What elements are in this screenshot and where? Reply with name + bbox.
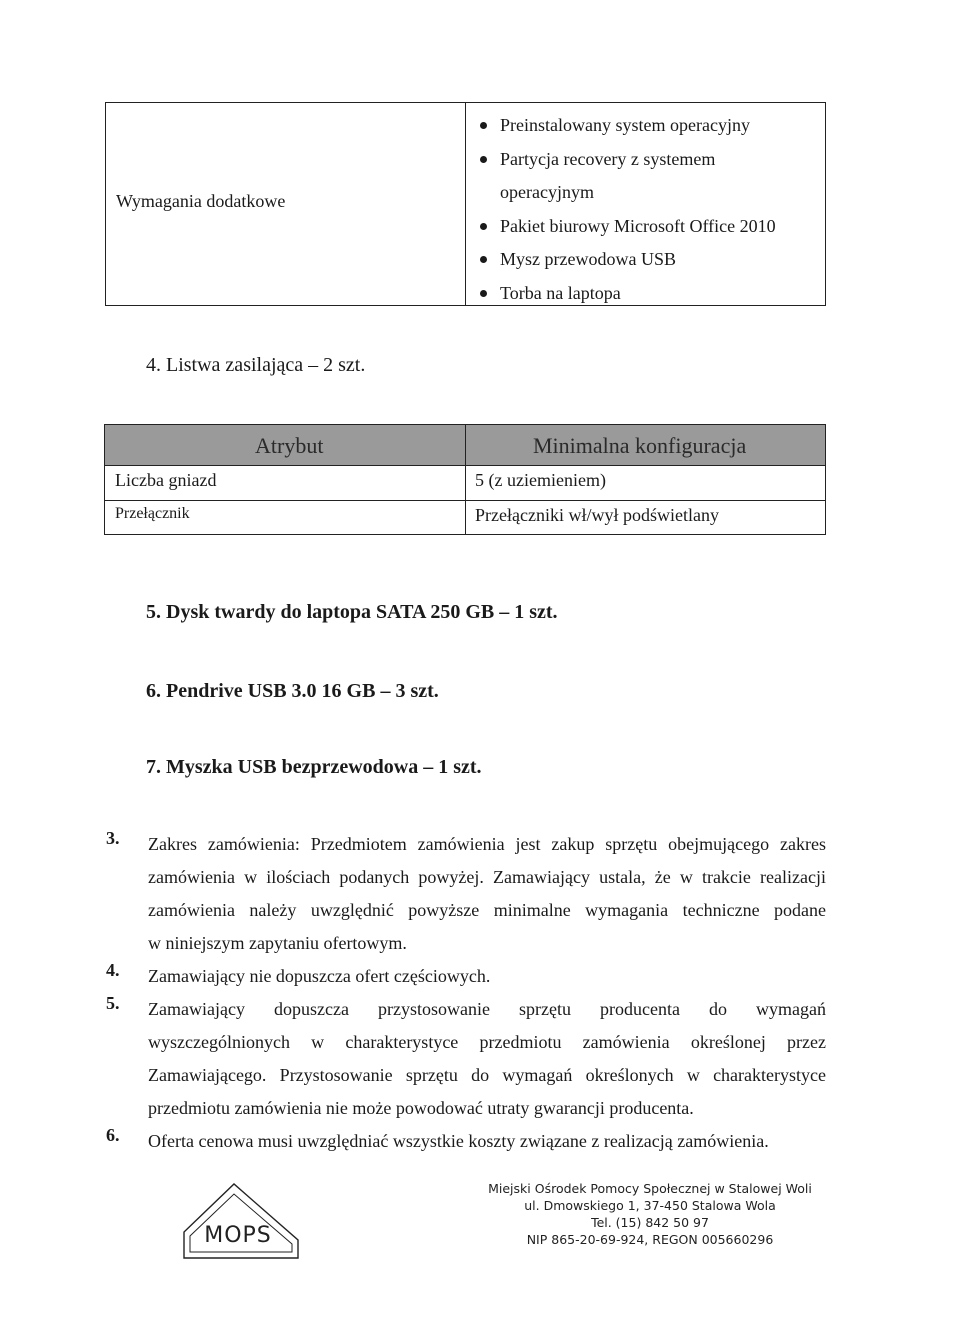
requirements-table: [105, 102, 826, 306]
footer-line: Miejski Ośrodek Pomocy Społecznej w Stalowej Woli: [488, 1181, 812, 1196]
paragraph-line: w niniejszym zapytaniu ofertowym.: [148, 933, 407, 953]
column-divider: [465, 425, 466, 534]
column-header-attribute: Atrybut: [255, 433, 324, 458]
paragraph-line: Zamawiający dopuszcza przystosowanie sprzętu producenta do wymagań: [148, 999, 826, 1019]
paragraph-number: 5.: [106, 993, 120, 1013]
section-heading-6: 6. Pendrive USB 3.0 16 GB – 3 szt.: [146, 680, 439, 702]
requirements-label: Wymagania dodatkowe: [116, 191, 286, 211]
paragraph-number: 6.: [106, 1125, 120, 1145]
power-strip-table: [104, 424, 826, 535]
paragraph-line: Zakres zamówienia: Przedmiotem zamówienia jest zakup sprzętu obejmującego zakres: [148, 834, 826, 854]
mops-logo: [176, 1180, 306, 1260]
list-item: Preinstalowany system operacyjny: [480, 109, 776, 143]
footer-line: NIP 865-20-69-924, REGON 005660296: [526, 1232, 774, 1247]
table-divider: [465, 103, 466, 305]
mops-logo-icon: [176, 1180, 306, 1260]
table-cell: Przełącznik: [115, 505, 190, 522]
paragraph-number: 4.: [106, 960, 120, 980]
section-heading-4: 4. Listwa zasilająca – 2 szt.: [146, 354, 366, 376]
requirements-list: [480, 109, 776, 310]
footer-line: Tel. (15) 842 50 97: [591, 1215, 709, 1230]
logo-text: MOPS: [204, 1223, 272, 1248]
paragraph-line: zamówienia należy uwzględnić powyższe minimalne wymagania techniczne podane: [148, 900, 826, 920]
paragraph-number: 3.: [106, 828, 120, 848]
section-heading-5: 5. Dysk twardy do laptopa SATA 250 GB – 1 szt.: [146, 601, 558, 623]
table-cell: Przełączniki wł/wył podświetlany: [475, 505, 719, 525]
paragraph-line: wyszczególnionych w charakterystyce przedmiotu zamówienia określonej przez: [148, 1032, 826, 1052]
footer-line: ul. Dmowskiego 1, 37-450 Stalowa Wola: [524, 1198, 776, 1213]
paragraph-line: Zamawiający nie dopuszcza ofert częściowych.: [148, 966, 491, 986]
paragraph-line: Oferta cenowa musi uwzględniać wszystkie koszty związane z realizacją zamówienia.: [148, 1131, 769, 1151]
list-item: Partycja recovery z systemem: [480, 143, 776, 177]
list-item: Pakiet biurowy Microsoft Office 2010: [480, 210, 776, 244]
column-header-config: Minimalna konfiguracja: [533, 433, 747, 458]
section-heading-7: 7. Myszka USB bezprzewodowa – 1 szt.: [146, 756, 482, 778]
list-item: Mysz przewodowa USB: [480, 243, 776, 277]
paragraph-line: przedmiotu zamówienia nie może powodować utraty gwarancji producenta.: [148, 1098, 694, 1118]
list-item: Torba na laptopa: [480, 277, 776, 311]
paragraph-line: zamówienia w ilościach podanych powyżej. Zamawiający ustala, że w trakcie realizacji: [148, 867, 826, 887]
paragraph-line: Zamawiającego. Przystosowanie sprzętu do wymagań określonych w charakterystyce: [148, 1065, 826, 1085]
table-cell: 5 (z uziemieniem): [475, 470, 606, 490]
list-item-continuation: operacyjnym: [500, 182, 594, 202]
table-cell: Liczba gniazd: [115, 470, 217, 490]
footer-address: [440, 1180, 860, 1248]
